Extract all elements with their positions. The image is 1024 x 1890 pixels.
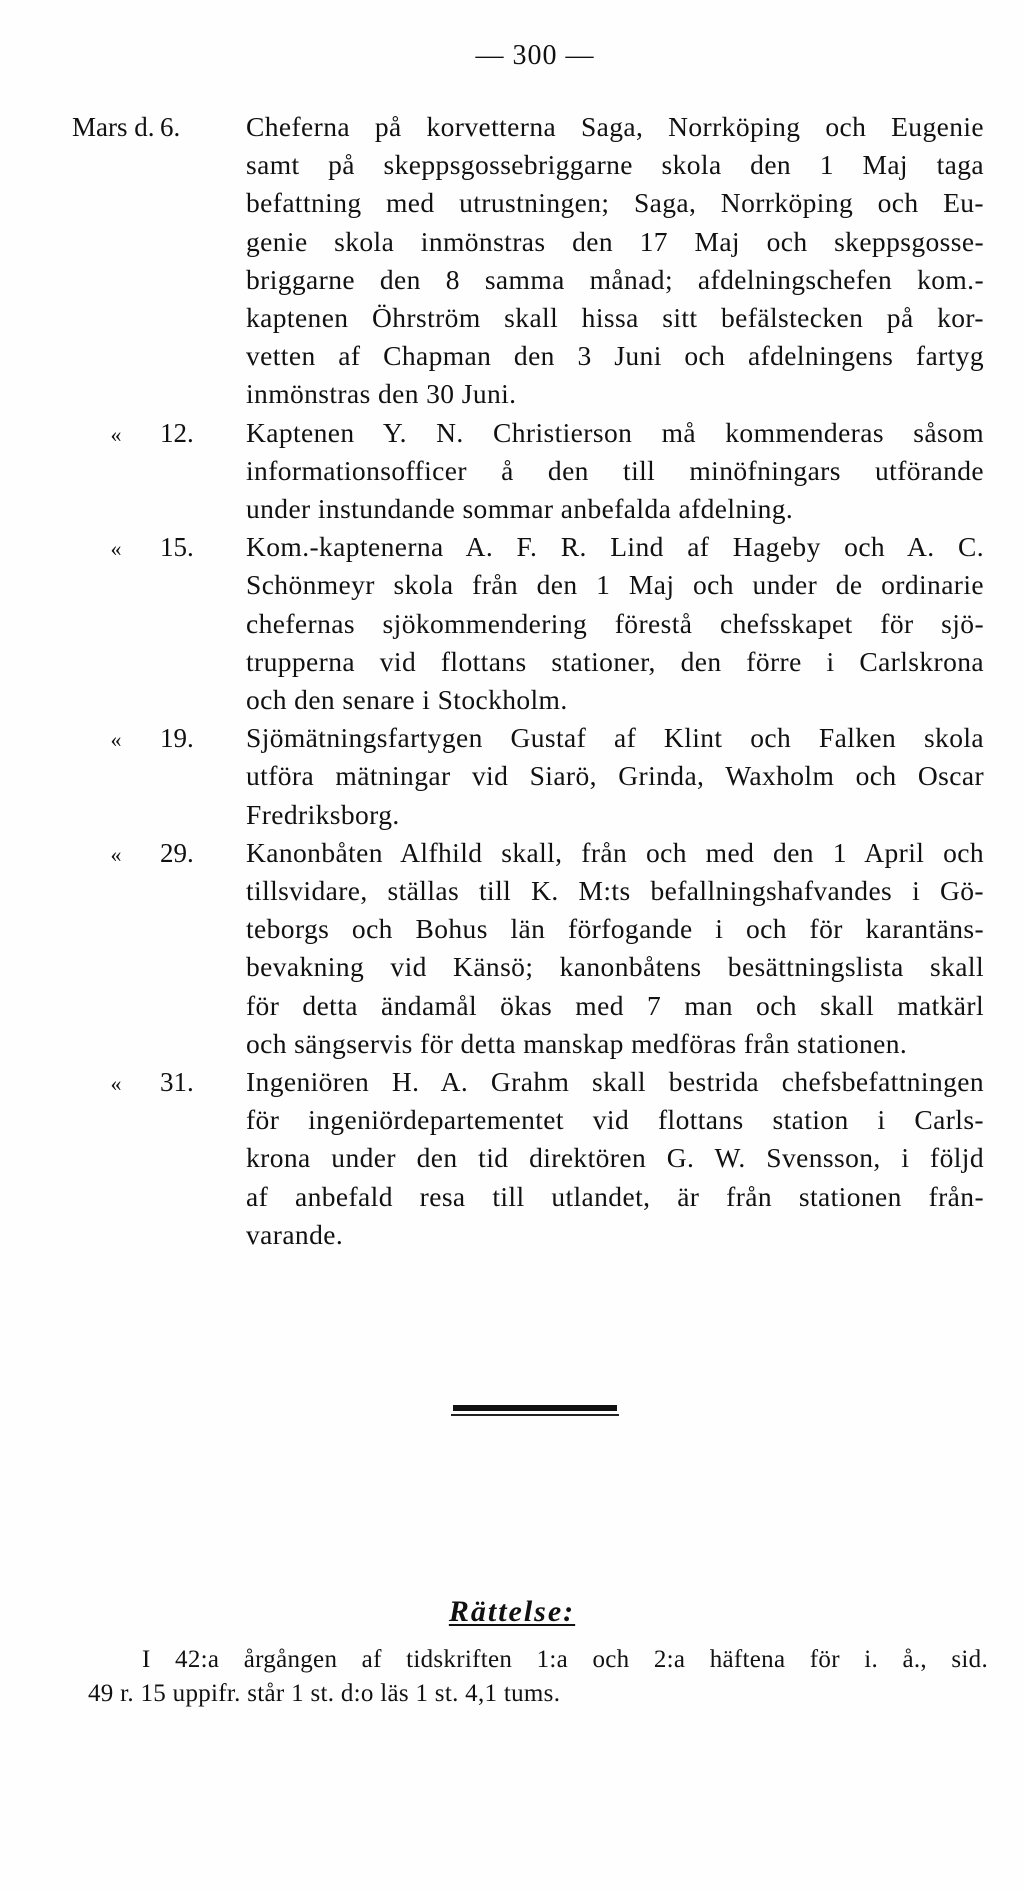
- entry-day: 12.: [160, 417, 194, 448]
- entry: [0, 1063, 1024, 1254]
- section-divider: [453, 1405, 617, 1411]
- entry-line: Kom.-kaptenerna A. F. R. Lind af Hageby och A. C.: [246, 531, 984, 563]
- correction-text: [88, 1643, 988, 1711]
- entry-line: trupperna vid flottans stationer, den förre i Carlskrona: [246, 645, 984, 677]
- entry-text: [246, 108, 984, 414]
- ditto-mark: «: [110, 841, 122, 867]
- entry-line: för ingeniördepartementet vid flottans station i Carls-: [246, 1104, 984, 1136]
- entry-line: Kaptenen Y. N. Christierson må kommenderas såsom: [246, 416, 984, 448]
- entry-line: informationsofficer å den till minöfningars utförande: [246, 454, 984, 486]
- entry-date: [72, 108, 220, 146]
- entry-date: [72, 528, 220, 568]
- entry-line: briggarne den 8 samma månad; afdelningschefen kom.-: [246, 263, 984, 295]
- entry-list: [0, 108, 1024, 1254]
- entry-line: teborgs och Bohus län förfogande i och för karantäns-: [246, 913, 984, 945]
- ditto-mark: «: [110, 421, 122, 447]
- entry: [0, 834, 1024, 1063]
- entry-line: för detta ändamål ökas med 7 man och skall matkärl: [246, 989, 984, 1021]
- entry-day: 19.: [160, 723, 194, 754]
- ditto-mark: «: [110, 727, 122, 753]
- entry-line: Kanonbåten Alfhild skall, från och med den 1 April och: [246, 836, 984, 868]
- correction-line: I 42:a årgången af tidskriften 1:a och 2:a häftena för i. å., sid.: [142, 1646, 988, 1673]
- entry-day: 6.: [160, 112, 181, 142]
- entry-line: Schönmeyr skola från den 1 Maj och under de ordinarie: [246, 569, 984, 601]
- entry-line: utföra mätningar vid Siarö, Grinda, Waxholm och Oscar: [246, 760, 984, 792]
- entry-line: och den senare i Stockholm.: [246, 684, 568, 716]
- entry-line: Cheferna på korvetterna Saga, Norrköping och Eugenie: [246, 111, 984, 142]
- entry-date: [72, 834, 220, 874]
- page-number: — 300 —: [475, 40, 595, 71]
- entry-text: [246, 528, 984, 719]
- entry: [0, 414, 1024, 529]
- entry-line: under instundande sommar anbefalda afdelning.: [246, 493, 794, 525]
- entry-line: genie skola inmönstras den 17 Maj och skeppsgosse-: [246, 225, 984, 257]
- entry-line: Sjömätningsfartygen Gustaf af Klint och Falken skola: [246, 722, 984, 754]
- entry-text: [246, 834, 984, 1063]
- correction-title-text: Rättelse:: [448, 1595, 576, 1628]
- entry-text: [246, 414, 984, 529]
- entry-day: 31.: [160, 1067, 194, 1098]
- entry-day: 15.: [160, 532, 194, 563]
- ditto-mark: «: [110, 1071, 122, 1097]
- entry-line: kaptenen Öhrström skall hissa sitt befälstecken på kor-: [246, 302, 984, 334]
- entry-line: samt på skeppsgossebriggarne skola den 1 Maj taga: [246, 149, 984, 181]
- entry-line: Fredriksborg.: [246, 798, 400, 830]
- entry-text: [246, 719, 984, 834]
- entry-text: [246, 1063, 984, 1254]
- entry-line: bevakning vid Känsö; kanonbåtens besättningslista skall: [246, 951, 984, 983]
- entry-line: af anbefald resa till utlandet, är från stationen från-: [246, 1180, 984, 1212]
- entry-line: tillsvidare, ställas till K. M:ts befallningshafvandes i Gö-: [246, 875, 984, 907]
- entry-line: chefernas sjökommendering förestå chefsskapet för sjö-: [246, 607, 984, 639]
- entry-date: [72, 1063, 220, 1103]
- entry-line: krona under den tid direktören G. W. Svensson, i följd: [246, 1142, 984, 1174]
- entry-line: Ingeniören H. A. Grahm skall bestrida chefsbefattningen: [246, 1066, 984, 1098]
- entry-line: vetten af Chapman den 3 Juni och afdelningens fartyg: [246, 340, 984, 372]
- ditto-mark: «: [110, 536, 122, 562]
- entry: [0, 719, 1024, 834]
- entry-month: Mars d.: [72, 112, 155, 142]
- entry-date: [72, 414, 220, 454]
- correction-line: 49 r. 15 uppifr. står 1 st. d:o läs 1 st. 4,1 tums.: [88, 1680, 561, 1707]
- entry-line: befattning med utrustningen; Saga, Norrköping och Eu-: [246, 187, 984, 219]
- correction-title: [0, 1595, 1024, 1629]
- entry-line: inmönstras den 30 Juni.: [246, 378, 517, 410]
- entry: [0, 108, 1024, 414]
- entry-date: [72, 719, 220, 759]
- entry-line: och sängservis för detta manskap medföras från stationen.: [246, 1027, 908, 1059]
- entry: [0, 528, 1024, 719]
- entry-day: 29.: [160, 837, 194, 868]
- entry-line: varande.: [246, 1218, 344, 1250]
